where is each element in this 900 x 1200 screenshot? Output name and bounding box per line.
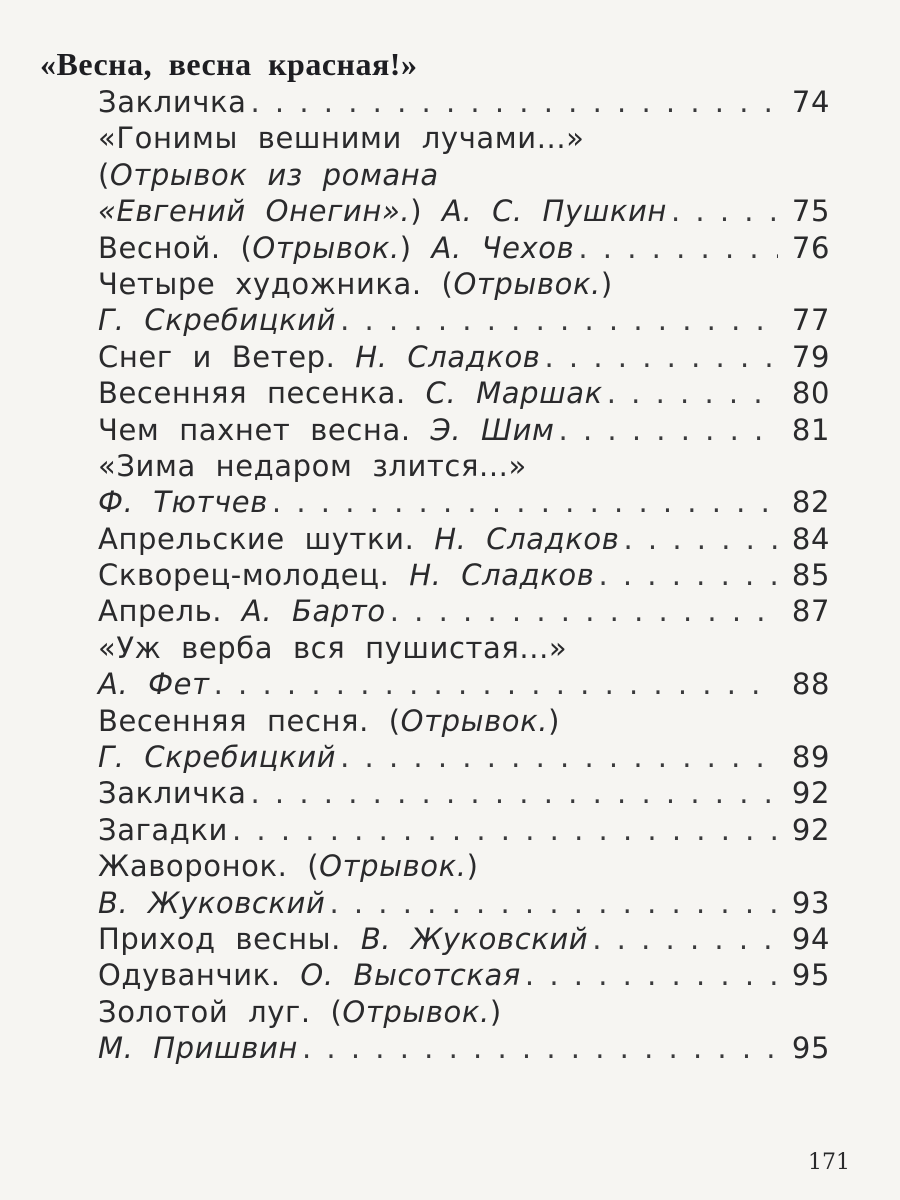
toc-entry: [98, 812, 830, 848]
dot-leader: [329, 885, 778, 921]
entry-text: [98, 812, 228, 848]
entry-page-number: 88: [791, 667, 830, 702]
entry-text: [98, 412, 555, 448]
entry-text: [98, 375, 603, 411]
dot-leader: [525, 957, 778, 993]
entry-italic-text: С. Маршак: [425, 376, 603, 411]
dot-leader: [340, 302, 778, 338]
toc-line: [98, 339, 830, 375]
entry-page-number: 76: [791, 230, 830, 265]
toc-line: [98, 885, 830, 921]
entry-italic-text: Ф. Тютчев: [98, 485, 268, 520]
entry-plain-text: ): [399, 230, 432, 265]
dot-leader: [302, 1030, 778, 1066]
toc-line: [98, 630, 830, 666]
entry-plain-text: ): [466, 849, 479, 884]
entry-text: [98, 521, 619, 557]
dot-leader: [545, 339, 779, 375]
toc-line: [98, 375, 830, 411]
entry-text: [98, 848, 479, 884]
entry-plain-text: «Зима недаром злится...»: [98, 448, 527, 483]
entry-italic-text: Отрывок из романа: [109, 157, 439, 192]
toc-line: [98, 812, 830, 848]
entry-italic-text: А. Фет: [98, 667, 210, 702]
toc-entry: [98, 230, 830, 266]
toc-entry: [98, 412, 830, 448]
entry-plain-text: Снег и Ветер.: [98, 339, 356, 374]
entry-plain-text: Закличка: [98, 85, 247, 119]
entry-page-number: 84: [791, 521, 830, 556]
toc-entry: [98, 994, 830, 1067]
entry-text: [98, 593, 386, 629]
dot-leader: [390, 593, 778, 629]
entry-text: [98, 557, 594, 593]
dot-leader: [559, 412, 778, 448]
entry-page-number: 77: [791, 303, 830, 338]
entry-page-number: 79: [791, 339, 830, 374]
toc-entry: [98, 775, 830, 811]
entry-plain-text: Загадки: [98, 812, 228, 847]
page-number: 171: [808, 1150, 850, 1175]
toc-entry: [98, 957, 830, 993]
entry-italic-text: М. Пришвин: [98, 1031, 298, 1066]
toc-line: [98, 84, 830, 120]
toc-line: [98, 484, 830, 520]
entry-italic-text: В. Жуковский: [98, 885, 326, 920]
entry-text: [98, 120, 585, 156]
toc-entry: [98, 921, 830, 957]
entry-plain-text: «Уж верба вся пушистая...»: [98, 630, 568, 665]
toc-line: [98, 703, 830, 739]
entry-text: [98, 484, 268, 520]
entry-plain-text: Жаворонок. (: [98, 849, 320, 884]
toc-entry: [98, 593, 830, 629]
entry-plain-text: Приход весны.: [98, 921, 361, 956]
entry-page-number: 92: [791, 812, 830, 847]
entry-italic-text: Н. Сладков: [434, 521, 620, 556]
dot-leader: [623, 521, 778, 557]
toc-entry: [98, 448, 830, 521]
dot-leader: [250, 84, 778, 120]
toc-line: [98, 120, 830, 156]
toc-entry: [98, 120, 830, 229]
entry-italic-text: А. Чехов: [431, 230, 575, 265]
entry-plain-text: Весенняя песня. (: [98, 703, 401, 738]
entry-page-number: 85: [791, 558, 830, 593]
toc-line: [98, 921, 830, 957]
entry-page-number: 75: [791, 194, 830, 229]
entry-page-number: 92: [791, 776, 830, 811]
dot-leader: [250, 775, 778, 811]
entry-italic-text: В. Жуковский: [360, 921, 589, 956]
entry-text: [98, 230, 574, 266]
toc-line: [98, 193, 830, 229]
toc-entry: [98, 521, 830, 557]
entry-page-number: 80: [791, 376, 830, 411]
entry-text: [98, 157, 439, 193]
entry-text: [98, 630, 567, 666]
entry-text: [98, 666, 210, 702]
toc-line: [98, 157, 830, 193]
entry-plain-text: Закличка: [98, 776, 247, 811]
entry-text: [98, 739, 336, 775]
toc-entry: [98, 557, 830, 593]
toc-line: [98, 848, 830, 884]
toc-line: [98, 593, 830, 629]
dot-leader: [232, 812, 778, 848]
toc-line: [98, 957, 830, 993]
toc-line: [98, 448, 830, 484]
entry-page-number: 74: [791, 85, 830, 119]
entry-plain-text: Апрель.: [98, 594, 242, 629]
entry-text: [98, 266, 613, 302]
entry-plain-text: Апрельские шутки.: [98, 521, 435, 556]
entry-page-number: 82: [791, 485, 830, 520]
toc-entry: [98, 848, 830, 921]
entry-plain-text: ): [410, 194, 442, 229]
entry-page-number: 81: [791, 412, 830, 447]
dot-leader: [578, 230, 778, 266]
entry-text: [98, 775, 246, 811]
entry-text: [98, 885, 325, 921]
entry-italic-text: Э. Шим: [430, 412, 555, 447]
toc-line: [98, 994, 830, 1030]
entry-text: [98, 302, 336, 338]
entry-italic-text: Н. Сладков: [355, 339, 541, 374]
entry-plain-text: Чем пахнет весна.: [98, 412, 431, 447]
entry-plain-text: «Гонимы вешними лучами...»: [98, 121, 585, 156]
entry-page-number: 95: [791, 958, 830, 993]
toc-line: [98, 302, 830, 338]
entry-italic-text: Г. Скребицкий: [98, 740, 337, 775]
entry-text: [98, 921, 588, 957]
entry-italic-text: О. Высотская: [300, 958, 521, 993]
toc-line: [98, 521, 830, 557]
entry-italic-text: А. С. Пушкин: [442, 194, 667, 229]
entry-plain-text: ): [600, 266, 613, 301]
entry-italic-text: Отрывок.: [400, 703, 549, 738]
entry-plain-text: Одуванчик.: [98, 958, 301, 993]
entry-italic-text: Отрывок.: [319, 849, 467, 884]
entry-italic-text: Отрывок.: [342, 994, 490, 1029]
dot-leader: [214, 666, 778, 702]
entry-italic-text: Отрывок.: [453, 266, 601, 301]
dot-leader: [671, 193, 778, 229]
entry-plain-text: Золотой луг. (: [98, 994, 343, 1029]
dot-leader: [607, 375, 778, 411]
toc-entry: [98, 375, 830, 411]
toc-line: [98, 230, 830, 266]
entry-plain-text: ): [548, 703, 560, 738]
entry-italic-text: Г. Скребицкий: [98, 303, 337, 338]
entry-plain-text: Весенняя песенка.: [98, 376, 426, 411]
entry-italic-text: А. Барто: [241, 594, 386, 629]
entry-text: [98, 1030, 298, 1066]
entry-text: [98, 193, 667, 229]
toc-entry: [98, 630, 830, 703]
entry-italic-text: Отрывок.: [252, 230, 400, 265]
dot-leader: [340, 739, 778, 775]
dot-leader: [592, 921, 778, 957]
entry-page-number: 95: [791, 1031, 830, 1066]
entry-plain-text: Весной. (: [98, 230, 253, 265]
entry-plain-text: Четыре художника. (: [98, 266, 454, 301]
entry-text: [98, 703, 560, 739]
entry-italic-text: «Евгений Онегин».: [98, 194, 411, 229]
entry-page-number: 89: [791, 740, 830, 775]
toc-line: [98, 775, 830, 811]
toc-line: [98, 739, 830, 775]
entry-plain-text: Скворец-молодец.: [98, 558, 410, 593]
toc-line: [98, 557, 830, 593]
toc-line: [98, 266, 830, 302]
toc-entry: [98, 703, 830, 776]
entry-italic-text: Н. Сладков: [409, 558, 595, 593]
toc-line: [98, 412, 830, 448]
entry-plain-text: ): [489, 994, 502, 1029]
toc-entry: [98, 84, 830, 120]
toc-entry: [98, 339, 830, 375]
toc-line: [98, 666, 830, 702]
toc-line: [98, 1030, 830, 1066]
entry-text: [98, 957, 521, 993]
dot-leader: [598, 557, 778, 593]
entry-page-number: 87: [791, 594, 830, 629]
table-of-contents: [98, 84, 830, 1067]
toc-entry: [98, 266, 830, 339]
entry-plain-text: (: [98, 157, 110, 192]
entry-page-number: 93: [791, 885, 830, 920]
entry-text: [98, 339, 541, 375]
entry-text: [98, 448, 527, 484]
entry-page-number: 94: [791, 921, 830, 956]
entry-text: [98, 84, 246, 120]
entry-text: [98, 994, 502, 1030]
dot-leader: [272, 484, 778, 520]
section-title: «Весна, весна красная!»: [40, 46, 418, 82]
